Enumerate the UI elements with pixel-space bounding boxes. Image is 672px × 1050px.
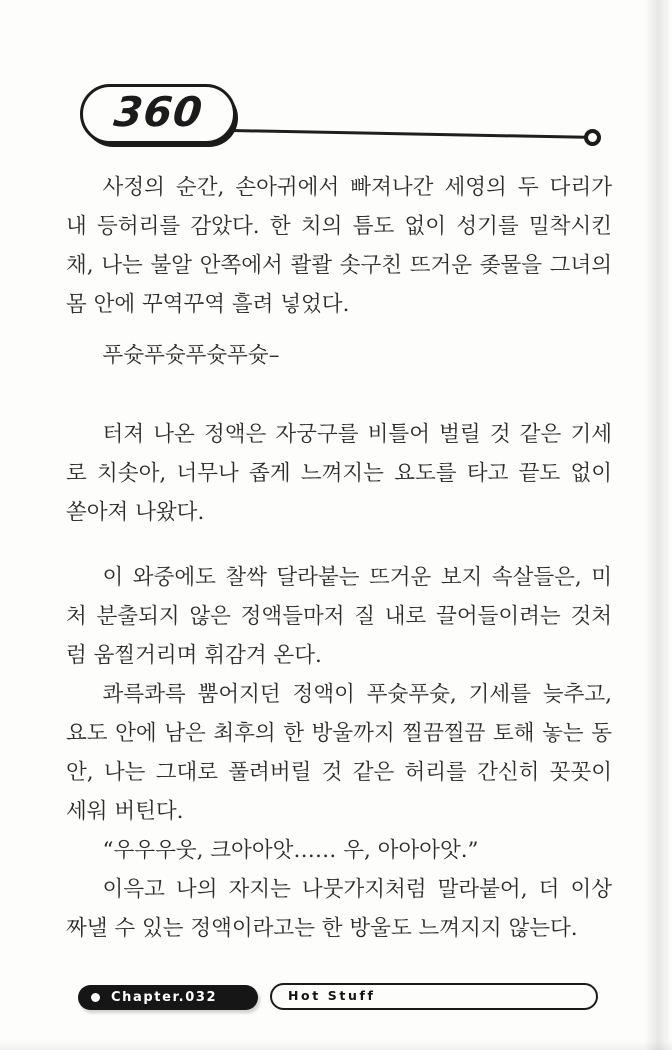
series-title-box: [270, 983, 598, 1010]
page-number-badge: [80, 84, 236, 144]
paragraph: 콰륵콰륵 뿜어지던 정액이 푸슛푸슛, 기세를 늦추고, 요도 안에 남은 최후의 한 방울까지 찔끔찔끔 토해 놓는 동안, 나는 그대로 풀려버릴 것 같은 허리를 간신히 꼿꼿이 세워 버틴다.: [66, 682, 612, 824]
header-rule-line: [232, 129, 586, 139]
bullet-dot-icon: [91, 993, 100, 1002]
series-title-label: Hot Stuff: [288, 987, 376, 1003]
sfx-line: 푸슛푸슛푸슛푸슛–: [102, 343, 280, 368]
body-text: [66, 168, 612, 948]
paragraph: 이윽고 나의 자지는 나뭇가지처럼 말라붙어, 더 이상 짜낼 수 있는 정액이라고는 한 방울도 느껴지지 않는다.: [66, 877, 612, 941]
paragraph: 이 와중에도 찰싹 달라붙는 뜨거운 보지 속살들은, 미처 분출되지 않은 정액들마저 질 내로 끌어들이려는 것처럼 움찔거리며 휘감겨 온다.: [66, 565, 612, 668]
line-end-ring-icon: [584, 129, 601, 146]
paragraph: 사정의 순간, 손아귀에서 빠져나간 세영의 두 다리가 내 등허리를 감았다. 한 치의 틈도 없이 성기를 밀착시킨 채, 나는 불알 안쪽에서 콸콸 솟구친 뜨거운 좆물을 그녀의 몸 안에 꾸역꾸역 흘려 넣었다.: [66, 175, 612, 317]
page-bottom-shading: [0, 1040, 672, 1050]
chapter-pill: [78, 985, 258, 1010]
dialogue-line: “우우우웃, 크아아앗…… 우, 아아아앗.”: [102, 838, 479, 863]
paragraph: 터져 나온 정액은 자궁구를 비틀어 벌릴 것 같은 기세로 치솟아, 너무나 좁게 느껴지는 요도를 타고 끝도 없이 쏟아져 나왔다.: [66, 422, 612, 525]
page-number: 360: [111, 88, 206, 136]
chapter-label: Chapter.032: [111, 989, 218, 1005]
page-edge-shading: [644, 0, 670, 1050]
